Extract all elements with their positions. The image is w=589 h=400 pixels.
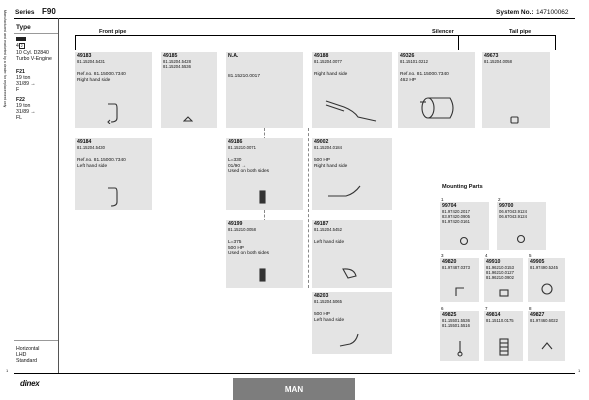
part-number: 49185 (163, 53, 178, 59)
part-desc: Right hand side (314, 72, 348, 77)
part-desc: L=330 01/90 → Used on both sides (228, 158, 270, 175)
part-number: 48203 (314, 293, 329, 299)
mount-num-2: 2 (498, 197, 501, 202)
part-desc: Left hand side (314, 240, 345, 245)
tick-2 (458, 35, 459, 50)
sidebar-rule-1 (14, 33, 58, 34)
make-label: MAN (284, 384, 304, 394)
part-card-49673[interactable] (482, 52, 550, 128)
tick-3 (555, 35, 556, 50)
part-number: 49905 (530, 259, 545, 265)
part-code: 81.15204.5431 (77, 59, 105, 64)
page-number-right: 1 (578, 368, 581, 373)
mount-card-99704[interactable] (440, 202, 489, 250)
part-number: 49814 (486, 312, 501, 318)
part-number: 49183 (77, 53, 92, 59)
part-card-na[interactable] (226, 52, 303, 128)
tail-pipe-label: Tail pipe (509, 29, 532, 35)
part-card-49183[interactable] (75, 52, 152, 128)
part-number: 49825 (442, 312, 457, 318)
clamp-icon (515, 234, 527, 244)
part-number: 49187 (314, 221, 329, 227)
part-number: 49002 (314, 139, 329, 145)
axle-icon: 4 2 (16, 43, 23, 49)
system-value: 147100062 (536, 9, 569, 16)
system-label: System No.: (496, 9, 534, 16)
page-number-left: 1 (6, 368, 9, 373)
part-code: 06.67043.9124 06.67043.9124 (499, 209, 527, 219)
engine-info: 10 Cyl. D2840 Turbo V-Engine (16, 50, 52, 62)
part-card-49185[interactable] (161, 52, 217, 128)
clip-icon (540, 341, 554, 353)
header-rule (14, 18, 575, 19)
part-code: 81.15501.5536 81.15501.5516 (442, 318, 470, 328)
sidebar-rule-2 (14, 340, 58, 341)
sections-rule (75, 35, 555, 36)
mount-card-49905[interactable] (528, 258, 565, 302)
part-card-49199[interactable] (226, 220, 303, 288)
mount-num-6: 6 (441, 306, 444, 311)
mount-card-99700[interactable] (497, 202, 546, 250)
part-code: 81.15204.5452 (314, 227, 342, 232)
part-card-49326[interactable] (398, 52, 475, 128)
sidebar-footer: Horizontal LHD Standard (16, 346, 40, 364)
pipe-elbow-icon (340, 266, 360, 280)
ring-clamp-icon (540, 282, 554, 296)
series-label: Series (15, 9, 35, 16)
part-number: 99704 (442, 203, 457, 209)
flex-pipe-icon (258, 268, 268, 282)
dinex-logo: dinex (20, 379, 40, 388)
mount-card-49825[interactable] (440, 311, 479, 361)
part-code: 81.15204.0058 (484, 59, 512, 64)
mount-num-1: 1 (441, 197, 444, 202)
part-number: 49820 (442, 259, 457, 265)
long-pipe-icon (324, 97, 380, 125)
silencer-label: Silencer (432, 29, 454, 35)
part-number: 99700 (499, 203, 514, 209)
mount-num-5: 5 (529, 253, 532, 258)
silencer-icon (418, 92, 458, 124)
part-desc: Ref.no. 81.15000.7340 Left hand side (77, 158, 126, 169)
mount-num-4: 4 (485, 253, 488, 258)
part-code: 81.15204.0077 (314, 59, 342, 64)
part-code: 81.15204.5065 (314, 299, 342, 304)
part-card-49186[interactable] (226, 138, 303, 210)
mount-card-49910[interactable] (484, 258, 523, 302)
mount-card-49820[interactable] (440, 258, 479, 302)
pipe-bend-icon (105, 102, 121, 124)
bracket-icon (454, 286, 466, 298)
part-desc: 500 HP Right hand side (314, 158, 348, 169)
part-code: 81.96210.0153 81.96210.0127 81.96210.0902 (486, 265, 514, 280)
mount-num-7: 7 (485, 306, 488, 311)
tail-tube-icon (510, 116, 520, 124)
part-code: 81.97460.6022 (530, 318, 558, 323)
part-number: 49326 (400, 53, 415, 59)
type-label: Type (16, 24, 31, 31)
hanger-icon (454, 339, 466, 357)
part-card-48203[interactable] (312, 292, 392, 354)
spring-icon (498, 337, 510, 357)
clamp-icon (183, 116, 193, 124)
part-number: 49673 (484, 53, 499, 59)
variant-f21: F21 19 ton 31/89 → F (16, 69, 36, 93)
connector-3 (308, 128, 309, 288)
footer-rule (14, 373, 575, 374)
flex-pipe-icon (258, 190, 268, 204)
part-number: 49199 (228, 221, 243, 227)
make-banner (233, 378, 355, 400)
part-code: 81.15204.0184 (314, 145, 342, 150)
mount-card-49827[interactable] (528, 311, 565, 361)
part-card-49187[interactable] (312, 220, 392, 288)
part-number: 49186 (228, 139, 243, 145)
truck-icon (16, 37, 26, 41)
part-code: 81.15210.0071 (228, 145, 256, 150)
part-code: 81.15210.0058 (228, 227, 256, 232)
gasket-icon (498, 288, 510, 298)
part-number: 49184 (77, 139, 92, 145)
vertical-disclaimer: Manufactured and marketed by a dealer for replacement only (3, 10, 7, 108)
part-number: 49910 (486, 259, 501, 265)
part-code: 81.15110.0175 (486, 318, 514, 323)
pipe-bend-icon (338, 332, 362, 350)
part-number: 49827 (530, 312, 545, 318)
part-desc: 500 HP Left hand side (314, 312, 345, 323)
part-code: 81.15101.0212 (400, 59, 428, 64)
part-desc: Ref.no. 81.15000.7340 Right hand side (77, 72, 126, 83)
front-pipe-label: Front pipe (99, 29, 127, 35)
mount-card-49814[interactable] (484, 311, 523, 361)
part-code: 81.97490.5245 (530, 265, 558, 270)
part-code: 81.15210.0017 (228, 74, 261, 79)
tick-1 (75, 35, 76, 50)
mounting-title: Mounting Parts (442, 184, 483, 190)
mount-num-8: 8 (529, 306, 532, 311)
pipe-icon (326, 184, 366, 200)
mount-num-3: 3 (441, 253, 444, 258)
part-card-49188[interactable] (312, 52, 392, 128)
part-code: 81.97487.0373 (442, 265, 470, 270)
part-code: 81.15204.5430 (77, 145, 105, 150)
pipe-bend-icon (105, 186, 121, 208)
clamp-icon (458, 236, 470, 246)
series-value: F90 (42, 7, 56, 16)
part-number: N.A. (228, 53, 239, 59)
part-code: 81.97420.2017 83.97420.0905 91.97420.0161 (442, 209, 470, 224)
part-code: 81.15204.5428 81.15204.5536 (163, 59, 191, 69)
part-desc: Ref.no. 81.15000.7340 462 HP (400, 72, 449, 83)
variant-f22: F22 19 ton 31/89 → FL (16, 97, 36, 121)
part-number: 49188 (314, 53, 329, 59)
part-card-49184[interactable] (75, 138, 152, 210)
sidebar-divider (58, 18, 59, 373)
part-card-49002[interactable] (312, 138, 392, 210)
part-desc: L=375 500 HP Used on both sides (228, 240, 270, 257)
